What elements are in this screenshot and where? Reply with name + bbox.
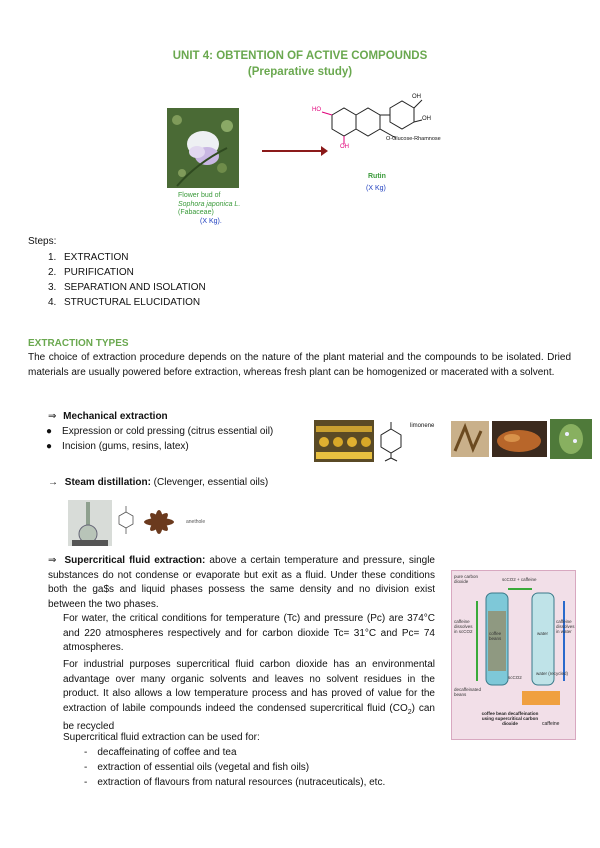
- clevenger-photo: [68, 500, 112, 546]
- supercritical-paragraph: ⇒ Supercritical fluid extraction: above a certain temperature and pressure, single substances do not condense or evaporate but exit as a fluid. Under these conditions both the ga$s and liquid phases possess the same density and no division exist between the two phases.: [48, 555, 435, 610]
- page-subtitle: (Preparative study): [247, 66, 353, 78]
- use-item: - extraction of essential oils (vegetal and fish oils): [84, 762, 310, 773]
- mechanical-bullet: ● Expression or cold pressing (citrus essential oil): [46, 426, 274, 437]
- ho-label: HO: [312, 107, 321, 113]
- diagram-co2-label: pure carbon dioxide: [454, 574, 479, 584]
- oh-label-3: OH: [340, 144, 349, 150]
- diagram-bottom-center: coffee bean decaffeination using supercritical carbon dioxide: [481, 711, 539, 726]
- step-item: 3. SEPARATION AND ISOLATION: [48, 282, 206, 293]
- diagram-bottom-right: caffeine: [542, 721, 560, 727]
- anethole-label: anethole: [186, 519, 206, 525]
- page-title: UNIT 4: OBTENTION OF ACTIVE COMPOUNDS: [172, 50, 428, 62]
- diagram-left-col: caffeine dissolves in scCO2: [454, 619, 473, 634]
- use-item: - decaffeinating of coffee and tea: [84, 747, 237, 758]
- use-item: - extraction of flavours from natural resources (nutraceuticals), etc.: [84, 777, 386, 788]
- uses-label: Supercritical fluid extraction can be used for:: [63, 732, 260, 743]
- rutin-structure: [312, 90, 472, 160]
- arrow-icon: ⇒: [48, 555, 57, 566]
- diagram-right-tower: water: [537, 631, 549, 636]
- gum-photo: [492, 421, 547, 457]
- decaffeination-diagram: [451, 570, 576, 740]
- star-anise-photo: [142, 508, 176, 536]
- flower-caption-3: (Fabaceae): [178, 209, 214, 216]
- rutin-qty: (X Kg): [366, 185, 386, 192]
- step-item: 4. STRUCTURAL ELUCIDATION: [48, 297, 201, 308]
- diagram-left-tower: coffee beans: [489, 631, 502, 641]
- arrow-icon: ⇒: [48, 411, 57, 422]
- mechanical-bullet: ● Incision (gums, resins, latex): [46, 441, 189, 452]
- limonene-structure: [376, 420, 406, 462]
- flower-caption-2: Sophora japonica L.: [178, 200, 241, 208]
- flower-caption-4: (X Kg).: [200, 217, 222, 225]
- mechanical-heading: ⇒ Mechanical extraction: [48, 411, 168, 422]
- arrow-icon: →: [48, 477, 58, 488]
- diagram-bottom-left: decaffeinated beans: [454, 687, 481, 697]
- sugar-label: O-Glucose-Rhamnose: [386, 136, 441, 142]
- flower-photo: [167, 108, 239, 188]
- extraction-heading: EXTRACTION TYPES: [28, 338, 129, 349]
- step-item: 1. EXTRACTION: [48, 252, 129, 263]
- steam-heading: → Steam distillation: (Clevenger, essential oils): [48, 477, 269, 488]
- oh-label-1: OH: [412, 94, 421, 100]
- citrus-press-photo: [314, 420, 374, 462]
- step-item: 2. PURIFICATION: [48, 267, 134, 278]
- supercritical-industrial: For industrial purposes supercritical fluid carbon dioxide has an environmental advantage over many organic solvents and leaves no solvent residues in the product. It also allows a low temperature process and has proved of value for the extraction of labile compounds indeed the condensed supercritical fluid $(CO_2)$ can be recycled: [63, 659, 435, 733]
- diagram-right-col: caffeine dissolves in water: [556, 619, 575, 634]
- limonene-label: limonene: [410, 423, 435, 429]
- diagram-water-label: water (recycled): [536, 671, 569, 676]
- steps-label: Steps:: [28, 236, 57, 247]
- resin-photo: [451, 421, 489, 457]
- anethole-structure: [116, 502, 136, 544]
- rutin-label: Rutin: [368, 173, 386, 180]
- oh-label-2: OH: [422, 116, 431, 122]
- diagram-recycle: scCO2: [508, 675, 522, 680]
- extraction-intro: The choice of extraction procedure depends on the nature of the plant material and the compounds to be isolated. Dried materials are usually powered before extraction, whereas fresh plant can be homogenized or macerated with a solvent.: [28, 352, 571, 378]
- steps-list: [48, 250, 206, 310]
- flower-caption-1: Flower bud of: [178, 192, 221, 199]
- diagram-top-label: scCO2 + caffeine: [502, 577, 537, 582]
- latex-photo: [550, 419, 592, 459]
- supercritical-conditions: For water, the critical conditions for temperature (Tc) and pressure (Pc) are 374°C and 220 atmospheres respectively and for carbon dioxide Tc= 31°C and Pc= 74 atmospheres.: [63, 613, 435, 654]
